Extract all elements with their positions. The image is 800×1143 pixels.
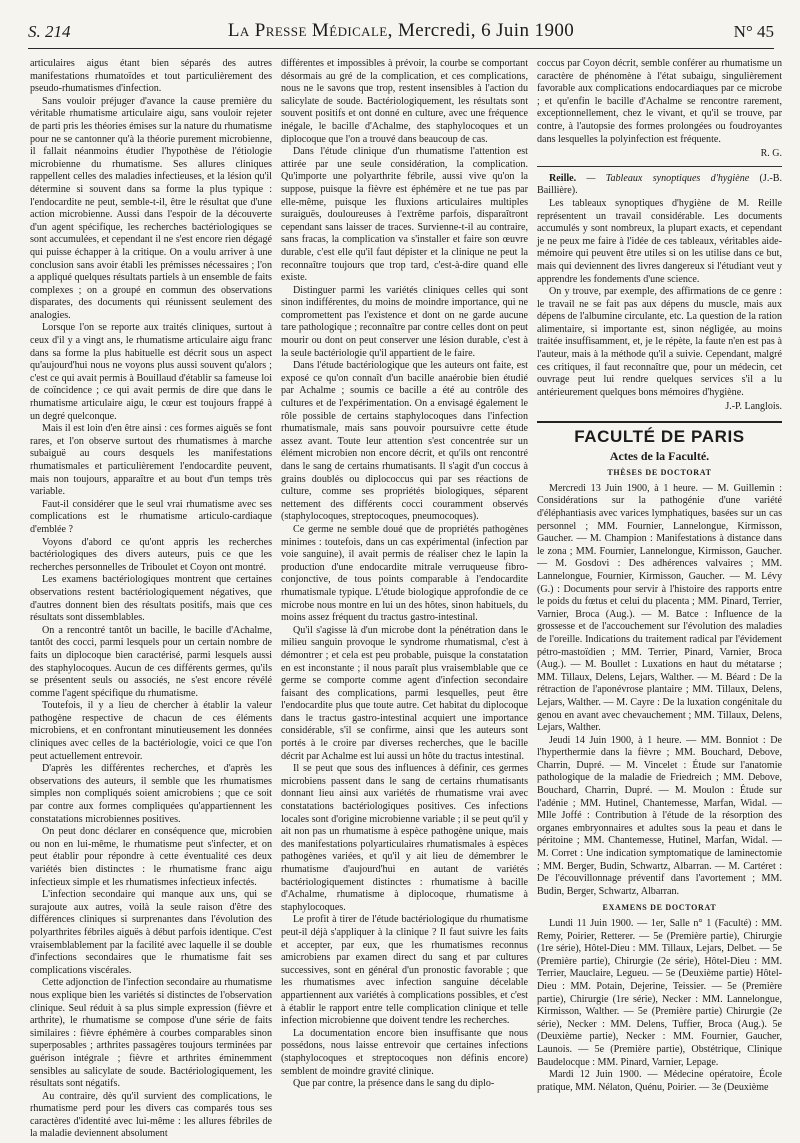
column-1 — [30, 58, 272, 1140]
paragraph: Jeudi 14 Juin 1900, à 1 heure. — MM. Bonniot : De l'hyperthermie dans la fièvre ; MM. Bouchard, Debove, Charrin, Dupré. — M. Vincelet : Étude sur l'anatomie pathologique de la maladie de Friedreich ; MM. Debove, Bouchard, Charrin, Dupré. — M. Moulon : Étude sur l'adénie ; MM. Hutinel, Chantemesse, Marfan, Widal. — Mlle Joffé : Contribution à l'étude de la résorption des organes embryonnaires et adultes sous la peau et dans le péritoine ; MM. Chantemesse, Hutinel, Marfan, Widal. — M. Corret : Une indication symptomatique de laminectomie ; MM. Berger, Budin, Schwartz, Albarran. — M. Cartéret : De l'écouvillonnage préventif dans l'avortement ; MM. Budin, Berger, Schwartz, Albarran. — [537, 734, 782, 897]
paragraph: Mercredi 13 Juin 1900, à 1 heure. — M. Guillemin : Considérations sur la pathogénie d'une variété d'éléphantiasis avec varices lymphatiques, basées sur un cas personnel ; MM. Fournier, Lannelongue, Kirmisson, Gaucher. — M. Champion : Manifestations à distance dans le zona ; MM. Fournier, Lannelongue, Kirmisson, Gaucher. — M. Gosdovi : Des adhérences valvaires ; MM. Lannelongue, Fournier, Kirmisson, Gaucher. — M. Lévy (G.) : Documents pour servir à l'histoire des rapports entre le poids du fœtus et celui du placenta ; MM. Pinard, Terrier, Varnier, Broca (Aug.). — M. Batce : Influence de la grossesse et de l'accouchement sur l'évolution des maladies de l'oreille. Indications du traitement radical par l'évidement pétro-mastoïdien ; MM. Terrier, Pinard, Varnier, Broca (Aug.). — M. Boullet : Luxations en haut du métatarse ; MM. Tillaux, Delens, Lejars, Walther. — M. Béard : De la rétraction de l'aponévrose plantaire ; MM. Tillaux, Delens, Lejars, Walther. — M. Cayre : De la luxation congénitale du genou en avant avec chevauchement ; MM. Tillaux, Delens, Lejars, Walther. — [537, 482, 782, 734]
paragraph: différentes et impossibles à prévoir, la courbe se comportant désormais au gré de la complication, et ces complications, nous ne le savons que trop, restent insensibles à l'action du salicylate de soude. Bactériologiquement, les résultats sont souvent positifs et ont donné en culture, avec une fréquence inégale, le bacille d'Achalme, des staphylocoques et un diplocoque que l'on a trouvé dans beaucoup de cas. — [281, 58, 528, 145]
column-2 — [281, 58, 528, 1131]
page-number: S. 214 — [28, 22, 71, 41]
paragraph: D'après les différentes recherches, et d'après les observations des auteurs, il semble que les rhumatismes simples non compliqués soient amicrobiens ; que ce soit par contre aux formes compliquées qu'appartiennent les constatations microbiennes positives. — [30, 763, 272, 825]
paragraph: Les examens bactériologiques montrent que certaines observations restent bactériologiquement négatives, que d'autres donnent bien des résultats positifs, mais que ces résultats sont dissemblables. — [30, 574, 272, 624]
review-publisher: (J.-B. Baillière). — [537, 172, 782, 197]
paragraph: Au contraire, dès qu'il survient des complications, le rhumatisme perd pour les divers cas comparés tous ses caractères d'identité avec lui-même : les allures fébriles de la maladie deviennent absolument — [30, 1090, 272, 1140]
section-subtitle: Actes de la Faculté. — [609, 448, 710, 463]
divider — [537, 166, 782, 167]
paragraph: Les tableaux synoptiques d'hygiène de M. Reille représentent un travail considérable. Les documents accumulés y sont nombreux, la plupart exacts, et cependant je ne peux me faire à l'idée de ces tableaux, véritables aide-mémoire qui peuvent être utiles si on les utilise dans ce but, mais qui deviennent des livres dangereux si l'étudiant veut y apprendre les fondements d'une science. — [537, 197, 782, 285]
masthead — [28, 20, 774, 42]
book-review-heading — [537, 173, 782, 198]
paragraph: Il se peut que sous des influences à définir, ces germes microbiens passent dans le sang de certains rhumatisants donnant lieu ainsi aux variétés de rhumatisme vrai avec constatations bactériologiques positives. Ces infections locales sont d'origine microbienne variable ; il se peut qu'il y ait non pas un rhumatisme à espèce pathogène unique, mais des manifestations polyarticulaires rhumatismales à espèces pathogènes variées, et qu'il y ait lieu de démembrer le rhumatisme d'aujourd'hui en autant de variétés bactériologiquement distinctes : rhumatisme à bacille d'Achalme, rhumatisme à diplocoque, rhumatisme à staphylocoques. — [281, 763, 528, 913]
issue-number: N° 45 — [733, 22, 774, 41]
paragraph: Qu'il s'agisse là d'un microbe dont la pénétration dans le milieu sanguin provoque le syndrome rhumatismal, c'est à démontrer ; et cela est peu probable, puisque la constatation en est inconstante ; il nous paraît plus vraisemblable que ce germe se comporte comme agent d'infection secondaire faisant des complications, parmi lesquelles, peut être l'endocardite plus que toute autre. Cet habitat du diplocoque dans le tractus gastro-intestinal acquiert une importance considérable, s'il se confirme, ainsi que les auteurs sont portés à le croire par diverses recherches, que le bacille décrit par Achalme est lui aussi un hôte du tractus intestinal. — [281, 624, 528, 762]
paragraph: coccus par Coyon décrit, semble conférer au rhumatisme un caractère de phénomène à l'état subaigu, singulièrement favorable aux complications endocardiaques par ce microbe ; et qu'enfin le bacille d'Achalme se rencontre rarement, exceptionnellement, chez le vivant, et qu'il se trouve, par contre, à l'autopsie des formes prolongées ou foudroyantes dans lesquelles la polyinfection est fréquente. — [537, 58, 782, 145]
paragraph: Que par contre, la présence dans le sang du diplo- — [293, 1078, 495, 1090]
paragraph: Dans l'étude clinique d'un rhumatisme l'attention est attirée par une seule considération, la complication. Qu'importe une polyarthrite fébrile, aussi vive qu'on la suppose, puisque la fièvre est éphémère et ne tue pas par elle-même, puisque les fluxions articulaires multiples suraiguës, douloureuses à l'extrême parfois, disparaîtront cependant sans laisser de traces. Survienne-t-il au contraire, sans fracas, la complication va s'installer et faire son œuvre durable, c'est elle qu'il faut dépister et la clinique ne peut la reconnaître toujours que trop tard, c'est-à-dire quand elle existe. — [281, 146, 528, 284]
paragraph: Mardi 12 Juin 1900. — Médecine opératoire, École pratique, MM. Nélaton, Quénu, Poirier. — 3e (Deuxième — [537, 1069, 782, 1093]
paragraph: On y trouve, par exemple, des affirmations de ce genre : le travail ne se fait pas aux dépens du muscle, mais aux dépens de l'albumine circulante, etc. La question de la ration alimentaire, si importante est, sinon négligée, au moins traitée insuffisamment, et, je le répète, la faute n'en est pas à l'auteur, mais à la méthode qu'il a suivie. Cependant, malgré ces critiques, il faut reconnaître que, pour un médecin, cet ouvrage peut lui rendre quelques services s'il a lu antérieurement quelques bons mémoires d'hygiène. — [537, 286, 782, 398]
review-author: Reille. — [549, 172, 577, 184]
paragraph: Dans l'étude bactériologique que les auteurs ont faite, est exposé ce qu'on connaît d'un bacille anaérobie bien étudié par Achalme ; soumis ce bacille a été au contrôle des cultures et de l'expérimentation. On a envisagé également le rôle possible de certains staphylocoques dans l'infection rhumatismale, mais sans pouvoir poursuivre cette étude assez avant. Toute leur attention s'est concentrée sur un élément microbien non encore décrit, et qu'ils ont rencontré dans le sang de certains rhumatisants. Il s'agit d'un coccus à grains doublés ou diplococcus qui par ses réactions de culture, comme ses propriétés biologiques, séparent nettement des différents cocci couramment observés (staphylocoques, streptocoques, pneumocoques). — [281, 360, 528, 523]
journal-title: La Presse Médicale — [227, 20, 388, 41]
divider — [537, 421, 782, 423]
paragraph: Cette adjonction de l'infection secondaire au rhumatisme nous explique bien les variétés si distinctes de l'observation clinique. Seul réduit à sa plus simple expression (fièvre et arthrite), le rhumatisme se compose d'une série de faits similaires : fièvre éphémère à courbes comparables sinon superposables ; arthrites passagères toujours terminées par guérison intégrale ; fièvre et arthrites éminemment sensibles au salicylate de soude. Bactériologiquement, les résultats sont négatifs. — [30, 977, 272, 1090]
paragraph: Distinguer parmi les variétés cliniques celles qui sont sinon indifférentes, du moins de moindre importance, qui ne compromettent pas l'existence et dont on ne garde aucune tare pathologique ; reconnaître par contre celles dont on peut mourir ou dont on peut conserver une lésion durable, c'est à la seule bactériologie qu'il appartient de le faire. — [281, 284, 528, 359]
paragraph: Mais il est loin d'en être ainsi : ces formes aiguës se font rares, et l'on observe surtout des rhumatismes à marche subaiguë au cours desquels les manifestations rhumatismales et particulièrement l'endocardite peuvent, mais non toujours, apparaître et au bout d'un temps très variable. — [30, 423, 272, 498]
paragraph: Toutefois, il y a lieu de chercher à établir la valeur pathogène respective de chacun de ces éléments microbiens, et en confrontant minutieusement les données cliniques avec celles de la bactériologie, voici ce que l'on peut actuellement entrevoir. — [30, 700, 272, 762]
issue-date: , Mercredi, 6 Juin 1900 — [387, 20, 575, 41]
paragraph: L'infection secondaire qui manque aux uns, qui se surajoute aux autres, voilà la seule raison d'être des différences cliniques si surprenantes dans l'évolution des polyarthrites fébriles aiguës à début parfois identique. C'est vraisemblablement par la facilité avec laquelle il se double d'infections secondaires que le rhumatisme fait ses complications viscérales. — [30, 889, 272, 976]
paragraph: Voyons d'abord ce qu'ont appris les recherches bactériologiques des divers auteurs, puis ce que les recherches personnelles de Triboulet et Coyon ont montré. — [30, 536, 272, 573]
paragraph: Le profit à tirer de l'étude bactériologique du rhumatisme peut-il déjà s'appliquer à la clinique ? Il faut suivre les faits et accepter, par eux, que les rhumatismes reconnus amicrobiens par examen direct du sang et par cultures successives, sont en général d'un pronostic favorable ; que les rhumatismes avec infection sanguine décelable appartiennent aux variétés à complications possibles, et c'est à établir le rapport entre telle complication clinique et telle infection microbienne que doivent tendre les recherches. — [281, 914, 528, 1027]
paragraph: articulaires aigus étant bien séparés des autres manifestations rhumatoïdes et tout particulièrement des pseudo-rhumatismes d'infection. — [30, 58, 272, 95]
page-header — [28, 20, 774, 49]
signature: J.-P. Langlois. — [725, 401, 782, 413]
paragraph: On a rencontré tantôt un bacille, le bacille d'Achalme, tantôt des cocci, parmi lesquels pour un certain nombre de faits un diplocoque bien caractérisé, parmi lesquels aussi des staphylocoques. Aucun de ces différents germes, qu'ils se présentent seuls ou associés, ne s'est encore révélé comme l'agent spécifique du rhumatisme. — [30, 624, 272, 699]
examens-heading: EXAMENS DE DOCTORAT — [602, 903, 717, 913]
review-book-title: — Tableaux synoptiques d'hygiène — [576, 172, 750, 184]
section-title: FACULTÉ DE PARIS — [574, 427, 745, 447]
column-3 — [537, 58, 782, 1131]
paragraph: On peut donc déclarer en conséquence que, microbien ou non en lui-même, le rhumatisme peut s'infecter, et on peut établir pour répondre à cette éventualité ces deux variétés bien distinctes : le rhumatisme franc aigu infectieux simple et les rhumatismes infectieux infectés. — [30, 826, 272, 888]
paragraph: Ce germe ne semble doué que de propriétés pathogènes minimes : toutefois, dans un cas expérimental (infection par voie sanguine), il avait permis de réaliser chez le lapin la production d'une endocardite mitrale verruqueuse fibro-conjonctive, de tous points comparable à l'endocardite rhumatismale typique. L'étude biologique approfondie de ce microbe nous montre en lui un des hôtes, sinon habituels, du moins assez fréquent du tractus gastro-intestinal. — [281, 523, 528, 624]
paragraph: Faut-il considérer que le seul vrai rhumatisme avec ses complications est le rhumatisme articulo-cardiaque d'emblée ? — [30, 498, 272, 535]
paragraph: La documentation encore bien insuffisante que nous possédons, nous laisse entrevoir que certaines infections (staphylocoques et streptocoques non définis encore) semblent de moindre gravité clinique. — [281, 1027, 528, 1077]
theses-heading: THÈSES DE DOCTORAT — [607, 468, 712, 478]
paragraph: Sans vouloir préjuger d'avance la cause première du véritable rhumatisme articulaire aigu, sans vouloir rejeter de parti pris les théories émises sur la nature du rhumatisme pour ne se cantonner qu'à la théorie purement microbienne, il fallait néanmoins étudier l'hypothèse de l'étiologie microbienne du rhumatisme. Ses allures cliniques rappellent celles des maladies infectieuses, et la lésion qu'il détermine si souvent dans sa forme la plus typique : l'endocardite ne peut, semble-t-il, être le résultat que d'une action microbienne. Aussi dans l'espoir de la découverte d'un agent spécifique, les recherches bactériologiques se sont accumulées, et cependant il ne s'est encore rien dégagé qui puisse échapper à la critique. On a voulu arriver à une conclusion sans avoir établi les prémisses nécessaires ; l'on a appliqué quelques résultats partiels à un ensemble de faits complexes ; on a groupé en commun des observations disparates, des documents qui réunissent seulement des analogies. — [30, 95, 272, 321]
paragraph: Lundi 11 Juin 1900. — 1er, Salle n° 1 (Faculté) : MM. Remy, Poirier, Retterer. — 5e (Première partie), Chirurgie (1re série), Hôtel-Dieu : MM. Tillaux, Lejars, Delbet. — 5e (Première partie), Chirurgie (2e série), Hôtel-Dieu : MM. Terrier, Mauclaire, Legueu. — 5e (Deuxième partie) Hôtel-Dieu : MM. Potain, Dejerine, Teissier. — 5e (Première partie), Chirurgie (1re série), Necker : MM. Lannelongue, Kirmisson, Walther. — 5e (Première partie) Chirurgie (2e série), Necker : MM. Delens, Tuffier, Broca (Aug.). 5e (Deuxième partie), Necker : MM. Fournier, Gaucher, Launois. — 5e (Première partie), Obstétrique, Clinique Baudelocque : MM. Pinard, Varnier, Lepage. — [537, 918, 782, 1068]
signature: R. G. — [760, 148, 782, 160]
paragraph: Lorsque l'on se reporte aux traités cliniques, surtout à ceux d'il y a vingt ans, le rhumatisme articulaire aigu franc dans sa forme la plus habituelle est décrit sous un aspect qu'aujourd'hui nous ne voyons plus aussi souvent qu'alors ; c'est ce qui avait permis à Bouillaud d'établir sa fameuse loi de coïncidence ; ce qui avait permis de dire que dans le rhumatisme articulaire aigu, le cœur est toujours frappé à un degré quelconque. — [30, 322, 272, 422]
